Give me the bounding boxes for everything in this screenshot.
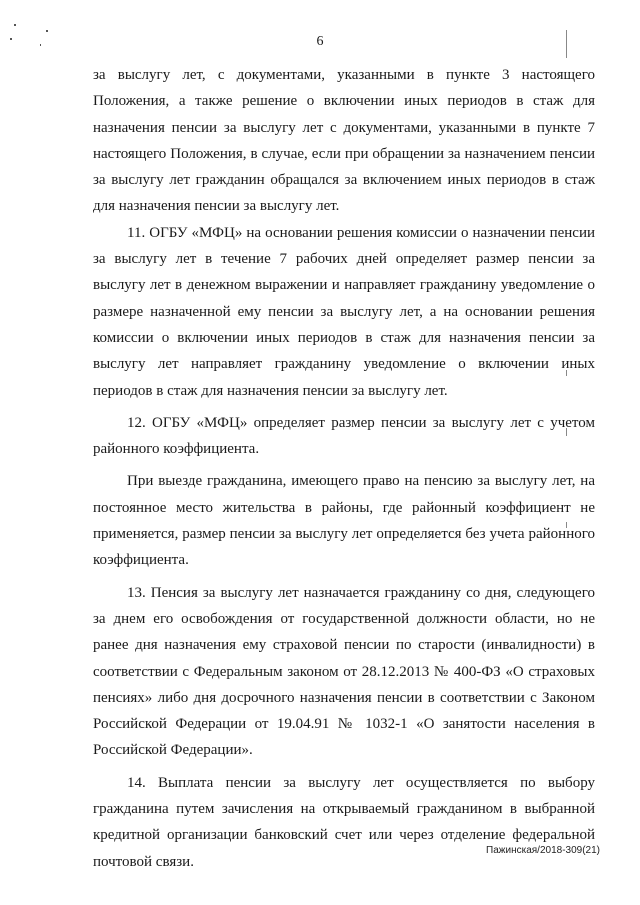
paragraph-item-12-continued: При выезде гражданина, имеющего право на пенсию за выслугу лет, на постоянное место жительства в районы, где районный коэффициент не применяется, размер пенсии за выслугу лет определяется без учета районного коэффициента.: [93, 473, 595, 569]
paragraph-item-12: 12. ОГБУ «МФЦ» определяет размер пенсии за выслугу лет с учетом районного коэффициента.: [93, 414, 595, 458]
paragraph-item-13: 13. Пенсия за выслугу лет назначается гражданину со дня, следующего за днем его освобождения от государственной должности области, но не ранее дня назначения ему страховой пенсии по старости (инвалидности) в соответствии с Федеральным законом от 28.12.2013 № 400-ФЗ «О страховых пенсиях» либо дня досрочного назначения пенсии в соответствии с Законом Российской Федерации от 19.04.91 № 1032-1 «О занятости населения в Российской Федерации».: [93, 584, 595, 759]
page-number: 6: [316, 34, 324, 49]
paragraph-item-14: 14. Выплата пенсии за выслугу лет осуществляется по выбору гражданина путем зачисления на открываемый гражданином в выбранной кредитной организации банковский счет или через отделение федеральной почтовой связи.: [93, 774, 595, 870]
scan-speck: [46, 30, 48, 32]
document-body: [93, 62, 595, 875]
footer-reference: Пажинская/2018-309(21): [486, 845, 600, 856]
scan-speck: [14, 24, 16, 26]
paragraph-continuation: за выслугу лет, с документами, указанными в пункте 3 настоящего Положения, а также решение о включении иных периодов в стаж для назначения пенсии за выслугу лет с документами, указанными в пункте 7 настоящего Положения, в случае, если при обращении за назначением пенсии за выслугу лет гражданин обращался за включением иных периодов в стаж для назначения пенсии за выслугу лет.: [93, 67, 595, 215]
paragraph-item-11: 11. ОГБУ «МФЦ» на основании решения комиссии о назначении пенсии за выслугу лет в течение 7 рабочих дней определяет размер пенсии за выслугу лет в денежном выражении и направляет гражданину уведомление о размере назначенной ему пенсии за выслугу лет, а на основании решения комиссии о включении иных периодов в стаж для назначения пенсии за выслугу лет направляет гражданину уведомление о включении иных периодов в стаж для назначения пенсии за выслугу лет.: [93, 224, 595, 399]
